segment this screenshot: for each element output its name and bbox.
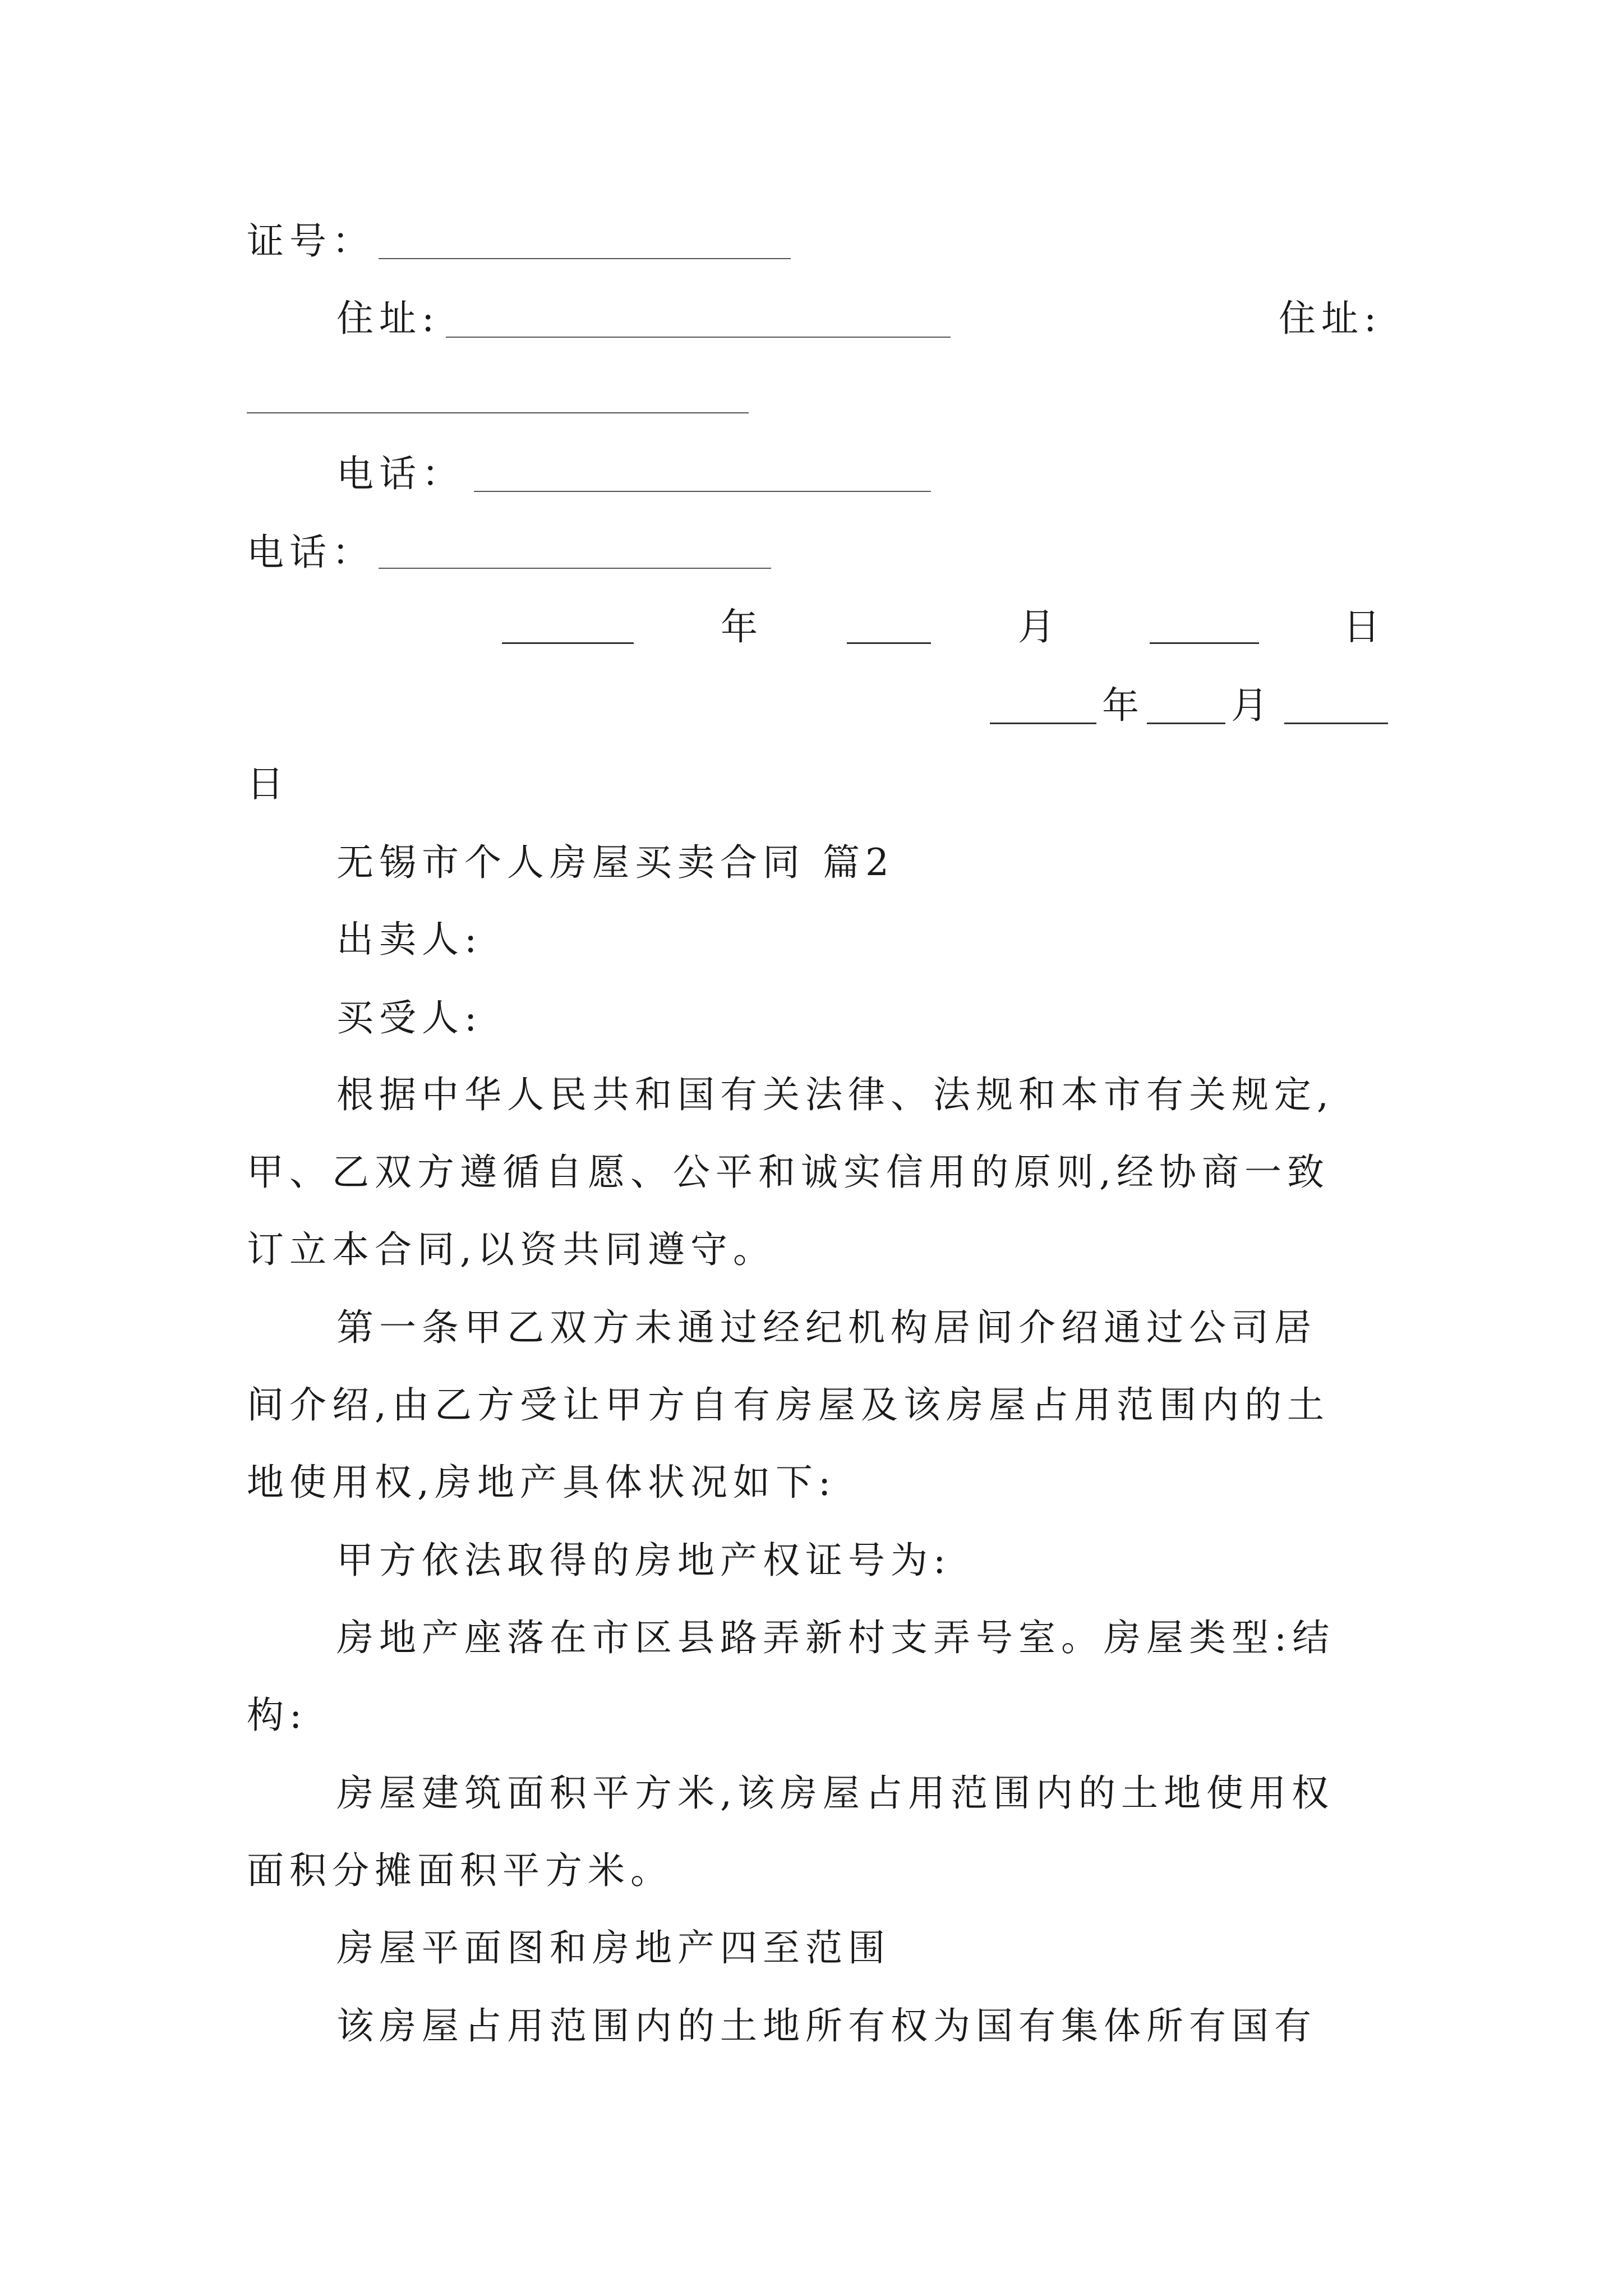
contract-title: 无锡市个人房屋买卖合同 篇2 — [336, 841, 895, 884]
phone-field-party-b[interactable] — [379, 568, 771, 569]
date-year-field[interactable] — [502, 642, 634, 644]
address-label-party-a: 住址: — [336, 297, 440, 340]
date-month-field[interactable] — [847, 642, 931, 644]
paragraph-text: 第一条甲乙双方未通过经纪机构居间介绍通过公司居 — [336, 1306, 1317, 1349]
phone-field-party-a[interactable] — [474, 491, 931, 492]
paragraph-text: 面积分摊面积平方米。 — [247, 1849, 673, 1892]
phone-label-party-a: 电话： — [336, 452, 464, 495]
paragraph-text: 订立本合同,以资共同遵守。 — [247, 1228, 776, 1271]
date-year-label: 年 — [721, 605, 763, 648]
paragraph-text: 房屋平面图和房地产四至范围 — [336, 1926, 891, 1970]
id-number-label: 证号： — [247, 219, 375, 263]
paragraph-text: 房地产座落在市区县路弄新村支弄号室。房屋类型:结 — [336, 1616, 1335, 1659]
date2-year-field[interactable] — [990, 723, 1096, 724]
date-day-label: 日 — [1343, 605, 1386, 648]
date2-day-label: 日 — [247, 762, 289, 806]
paragraph-text: 甲、乙双方遵循自愿、公平和诚实信用的原则,经协商一致 — [247, 1151, 1330, 1194]
date2-month-field[interactable] — [1147, 723, 1225, 724]
buyer-label: 买受人: — [336, 996, 483, 1039]
date2-year-label: 年 — [1102, 684, 1145, 727]
paragraph-text: 该房屋占用范围内的土地所有权为国有集体所有国有 — [336, 2004, 1317, 2047]
id-number-field[interactable] — [379, 258, 791, 259]
address-label-party-b: 住址: — [1279, 297, 1382, 340]
paragraph-text: 甲方依法取得的房地产权证号为: — [336, 1539, 952, 1582]
date2-day-field[interactable] — [1284, 723, 1388, 724]
date2-month-label: 月 — [1231, 684, 1274, 727]
paragraph-text: 间介绍,由乙方受让甲方自有房屋及该房屋占用范围内的土 — [247, 1383, 1330, 1427]
seller-label: 出卖人: — [336, 918, 483, 961]
address-field-party-b[interactable] — [247, 412, 749, 413]
paragraph-text: 房屋建筑面积平方米,该房屋占用范围内的土地使用权 — [336, 1772, 1334, 1815]
date-day-field[interactable] — [1150, 642, 1259, 644]
phone-label-party-b: 电话： — [247, 531, 375, 574]
paragraph-text: 构: — [247, 1694, 308, 1737]
paragraph-text: 根据中华人民共和国有关法律、法规和本市有关规定, — [336, 1073, 1334, 1116]
address-field-party-a[interactable] — [446, 337, 951, 338]
date-month-label: 月 — [1018, 605, 1061, 648]
paragraph-text: 地使用权,房地产具体状况如下: — [247, 1461, 837, 1504]
